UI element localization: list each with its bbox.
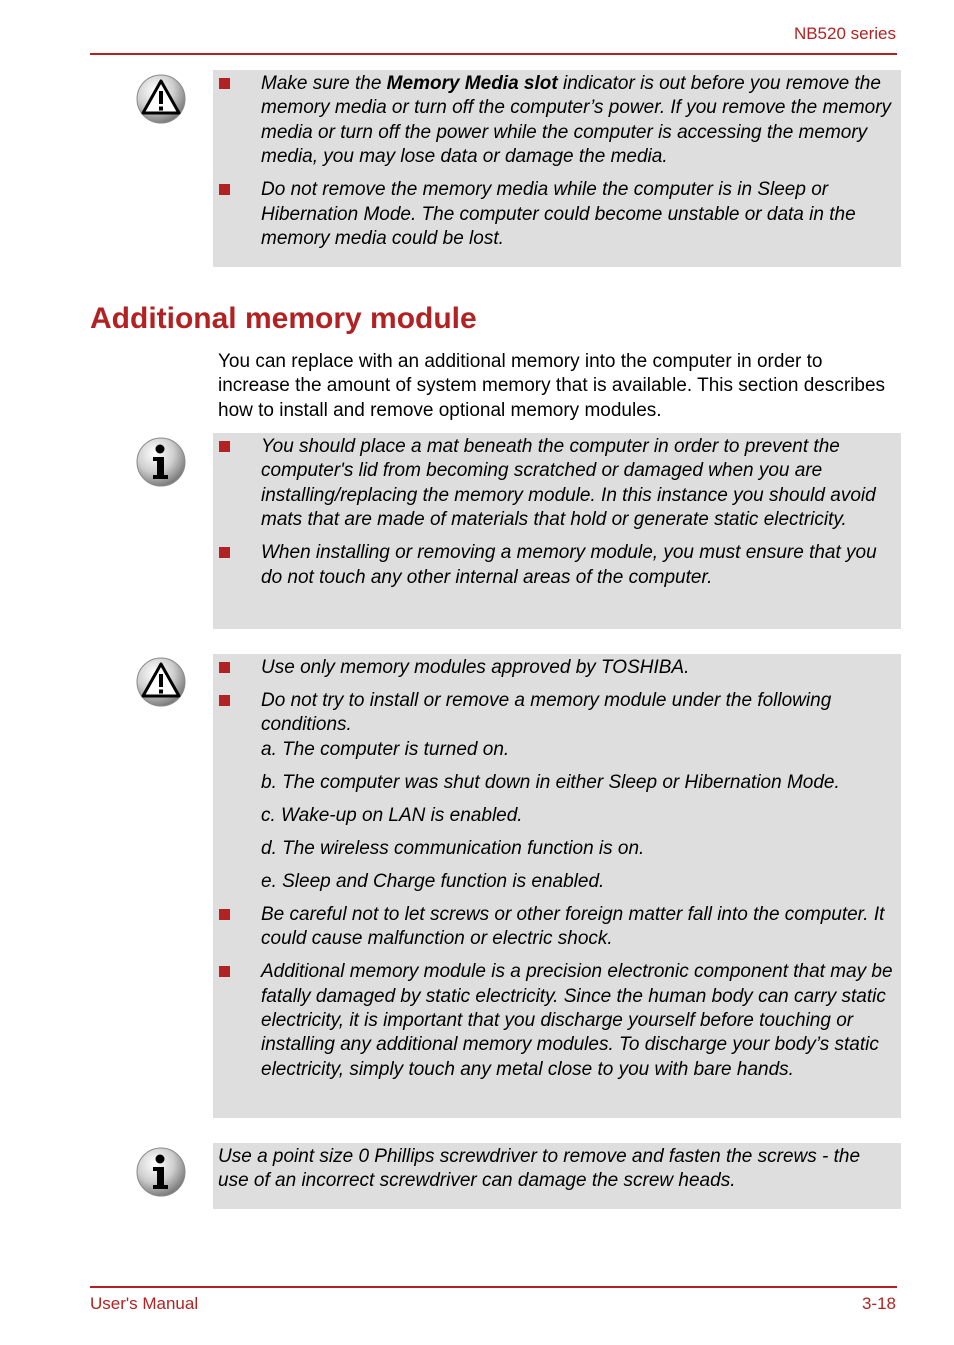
info-icon <box>136 1147 186 1197</box>
bullet-square-icon <box>219 78 230 89</box>
caution-box-2 <box>213 654 901 1118</box>
condition-item: c. Wake-up on LAN is enabled. <box>261 804 523 826</box>
section-title: Additional memory module <box>90 302 477 335</box>
footer-manual-label: User's Manual <box>90 1294 199 1313</box>
header-rule <box>90 53 897 55</box>
condition-item: d. The wireless communication function is on. <box>261 837 645 859</box>
info-icon <box>136 437 186 487</box>
bullet-square-icon <box>219 909 230 920</box>
footer-rule <box>90 1286 897 1288</box>
list-item: Additional memory module is a precision electronic component that may be fatally damaged by static electricity. Since the human body can carry static electricity, it is important that you discharge yourself before touching or installing any additional memory modules. To discharge your body’s static electricity, simply touch any metal close to you with bare hands. <box>213 960 895 1082</box>
bullet-square-icon <box>219 441 230 452</box>
bullet-square-icon <box>219 695 230 706</box>
list-item: When installing or removing a memory module, you must ensure that you do not touch any other internal areas of the computer. <box>213 541 895 590</box>
list-item: Be careful not to let screws or other foreign matter fall into the computer. It could cause malfunction or electric shock. <box>213 903 895 952</box>
condition-item: a. The computer is turned on. <box>261 738 510 760</box>
header-series: NB520 series <box>793 24 896 43</box>
condition-item: e. Sleep and Charge function is enabled. <box>261 870 605 892</box>
caution-box-1 <box>213 70 901 267</box>
note-text: Use a point size 0 Phillips screwdriver to remove and fasten the screws - the use of an incorrect screwdriver can damage the screw heads. <box>218 1146 861 1192</box>
list-item: Make sure the Memory Media slot indicator is out before you remove the memory media or turn off the computer’s power. If you remove the memory media or turn off the power while the computer is accessing the memory media, you may lose data or damage the media. <box>213 72 895 170</box>
warning-icon <box>136 657 186 707</box>
list-item: Use only memory modules approved by TOSHIBA. <box>213 656 895 680</box>
note-box-2 <box>213 1143 901 1209</box>
warning-icon <box>136 74 186 124</box>
bullet-square-icon <box>219 966 230 977</box>
memory-media-slot-label: Memory Media slot <box>386 73 558 94</box>
page-number: 3-18 <box>861 1294 896 1313</box>
section-intro: You can replace with an additional memory into the computer in order to increase the amount of system memory that is available. This section describes how to install and remove optional memory modules. <box>218 351 886 421</box>
bullet-square-icon <box>219 184 230 195</box>
list-item: Do not try to install or remove a memory module under the following conditions. a. The computer is turned on. b. The computer was shut down in either Sleep or Hibernation Mode. c. Wake-up on LAN is enabled. d. The wireless communication function is on. e. Sleep and Charge function is enabled. <box>213 689 895 894</box>
bullet-square-icon <box>219 547 230 558</box>
list-item: Do not remove the memory media while the computer is in Sleep or Hibernation Mode. The computer could become unstable or data in the memory media could be lost. <box>213 178 895 251</box>
condition-item: b. The computer was shut down in either Sleep or Hibernation Mode. <box>261 771 840 793</box>
note-box-1 <box>213 433 901 629</box>
list-item: You should place a mat beneath the computer in order to prevent the computer's lid from becoming scratched or damaged when you are installing/replacing the memory module. In this instance you should avoid mats that are made of materials that hold or generate static electricity. <box>213 435 895 533</box>
bullet-square-icon <box>219 662 230 673</box>
